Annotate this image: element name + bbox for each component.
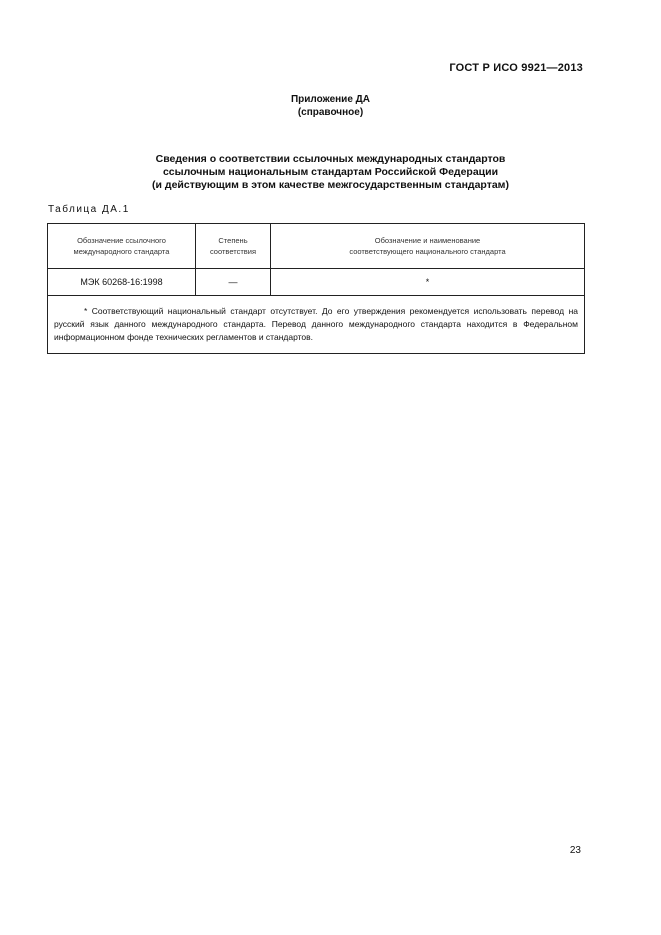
annex-heading <box>0 93 661 119</box>
header-text: соответствующего национального стандарта <box>349 247 506 256</box>
table-note-cell <box>48 296 585 354</box>
header-cell-degree <box>196 224 271 269</box>
reference-table <box>47 223 585 354</box>
page-number: 23 <box>569 845 581 856</box>
document-code: ГОСТ Р ИСО 9921—2013 <box>449 62 583 74</box>
annex-status: (справочное) <box>297 107 364 118</box>
section-title-line-1: Сведения о соответствии ссылочных международных стандартов <box>155 153 506 165</box>
header-text: Обозначение ссылочного <box>77 236 166 245</box>
cell-degree: — <box>196 269 271 296</box>
cell-reference-standard: МЭК 60268-16:1998 <box>48 269 196 296</box>
section-title-line-2: ссылочным национальным стандартам Российской Федерации <box>162 166 499 178</box>
annex-title: Приложение ДА <box>290 94 371 105</box>
table-header-row <box>48 224 585 269</box>
header-text: Степень <box>218 236 248 245</box>
header-text: международного стандарта <box>73 247 170 256</box>
header-text: Обозначение и наименование <box>374 236 481 245</box>
table-row <box>48 269 585 296</box>
table-label: Таблица ДА.1 <box>48 204 130 215</box>
table-note: * Соответствующий национальный стандарт отсутствует. До его утверждения рекомендуется использовать перевод на русский язык данного международного стандарта. Перевод данного международного стандарта находится в Федеральном информационном фонде технических регламентов и стандартов. <box>54 306 578 342</box>
header-cell-national <box>271 224 585 269</box>
header-cell-reference <box>48 224 196 269</box>
header-text: соответствия <box>209 247 257 256</box>
section-title <box>0 153 661 192</box>
table-note-row <box>48 296 585 354</box>
section-title-line-3: (и действующим в этом качестве межгосударственным стандартам) <box>152 179 509 191</box>
cell-national-standard: * <box>271 269 585 296</box>
